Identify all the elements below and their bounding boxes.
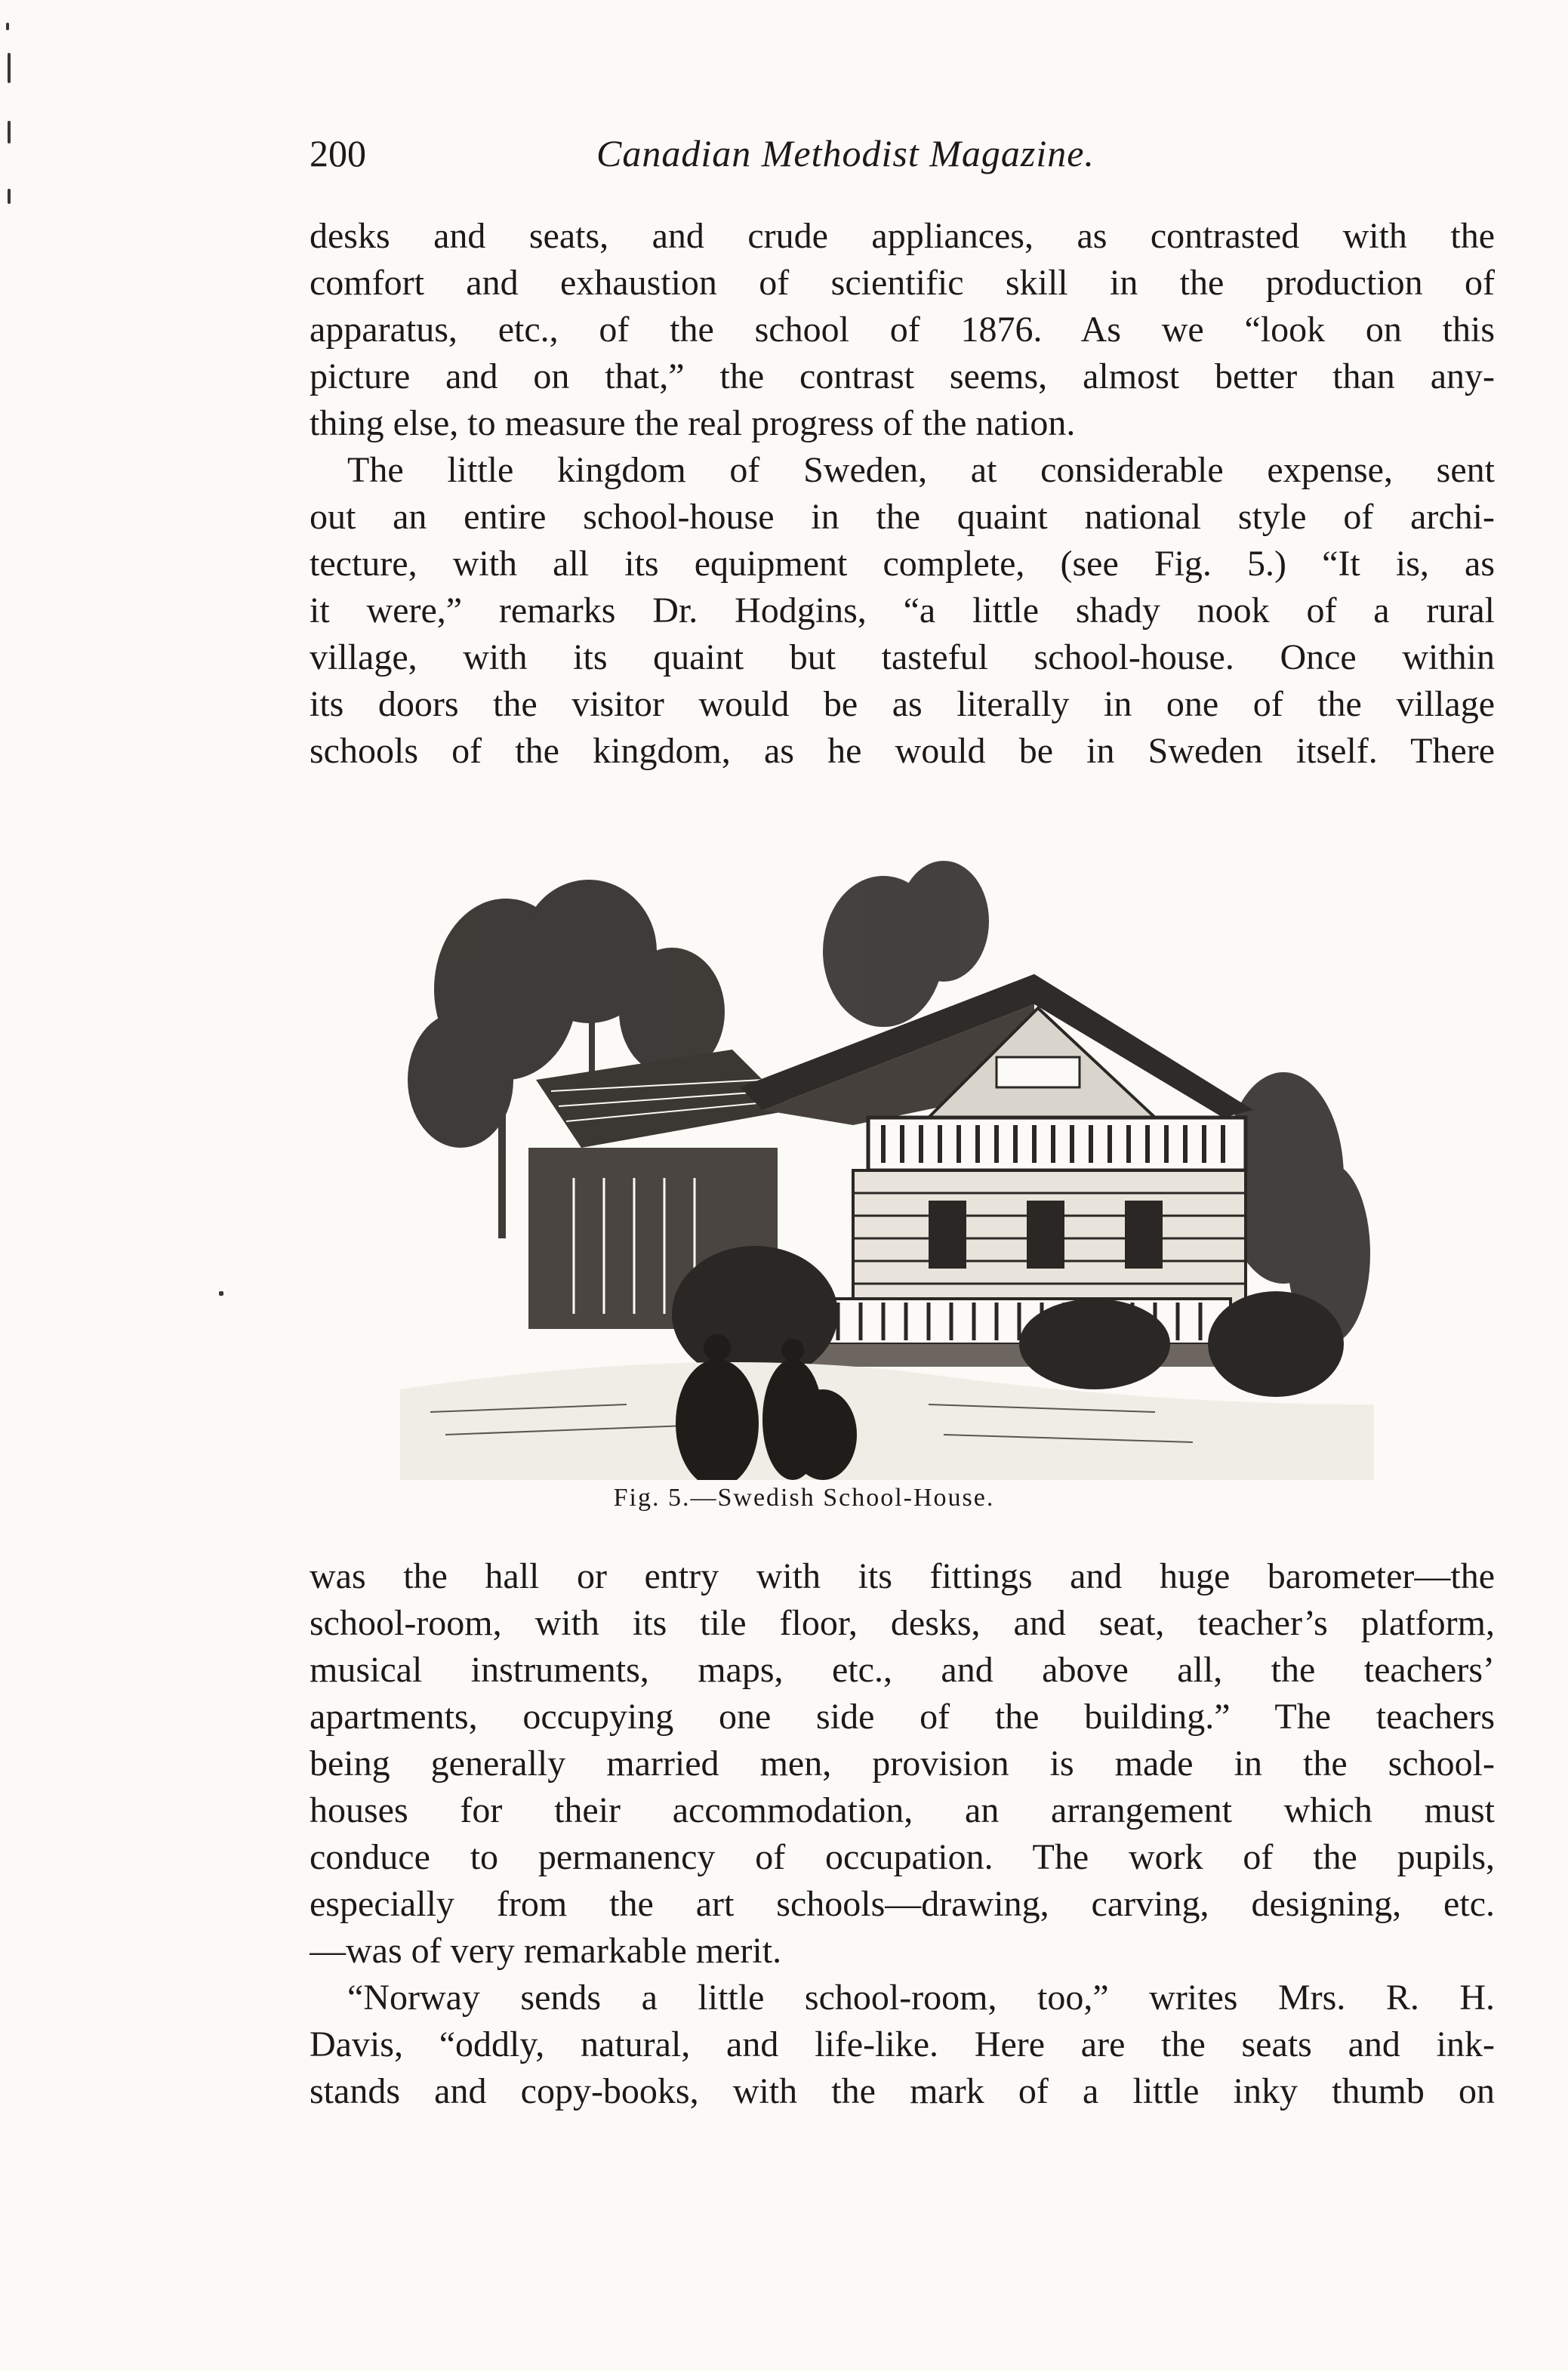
text-line: it were,” remarks Dr. Hodgins, “a little shady nook of a rural xyxy=(310,590,1495,631)
text-line: houses for their accommodation, an arrangement which must xyxy=(310,1790,1495,1830)
text-line: desks and seats, and crude appliances, as contrasted with the xyxy=(310,216,1495,256)
running-title: Canadian Methodist Magazine. xyxy=(596,132,1095,174)
text-line: thing else, to measure the real progress of the nation. xyxy=(310,403,1076,443)
text-line: out an entire school-house in the quaint national style of archi- xyxy=(310,497,1495,537)
text-line: stands and copy-books, with the mark of a little inky thumb on xyxy=(310,2071,1495,2111)
school-house-engraving xyxy=(400,861,1374,1480)
page-header xyxy=(310,127,1502,180)
text-line: especially from the art schools—drawing, carving, designing, etc. xyxy=(310,1884,1495,1924)
text-line: tecture, with all its equipment complete, (see Fig. 5.) “It is, as xyxy=(310,544,1495,584)
page-number: 200 xyxy=(310,132,366,174)
text-line: its doors the visitor would be as literally in one of the village xyxy=(310,684,1495,724)
scan-speck xyxy=(219,1291,223,1296)
figure-caption: Fig. 5.—Swedish School-House. xyxy=(613,1484,995,1512)
text-line: apartments, occupying one side of the building.” The teachers xyxy=(310,1697,1495,1737)
text-line: The little kingdom of Sweden, at considerable expense, sent xyxy=(347,450,1495,490)
text-line: school-room, with its tile floor, desks, and seat, teacher’s platform, xyxy=(310,1603,1495,1643)
text-line: musical instruments, maps, etc., and above all, the teachers’ xyxy=(310,1650,1495,1690)
scan-speck xyxy=(6,23,9,30)
text-line: Davis, “oddly, natural, and life-like. Here are the seats and ink- xyxy=(310,2024,1495,2064)
text-line: comfort and exhaustion of scientific skill in the production of xyxy=(310,263,1495,303)
text-line: apparatus, etc., of the school of 1876. As we “look on this xyxy=(310,310,1495,350)
text-line: being generally married men, provision is made in the school- xyxy=(310,1744,1495,1784)
scan-speck xyxy=(8,121,11,143)
text-line: was the hall or entry with its fittings and huge barometer—the xyxy=(310,1556,1495,1596)
text-block-top xyxy=(310,213,1495,775)
text-line: picture and on that,” the contrast seems, almost better than any- xyxy=(310,356,1495,396)
scan-speck xyxy=(8,189,11,204)
text-line: conduce to permanency of occupation. The work of the pupils, xyxy=(310,1837,1495,1877)
figure-swedish-school-house xyxy=(400,861,1374,1480)
text-line: village, with its quaint but tasteful school-house. Once within xyxy=(310,637,1495,677)
scan-speck xyxy=(8,53,11,83)
text-line: schools of the kingdom, as he would be in Sweden itself. There xyxy=(310,731,1495,771)
text-block-bottom xyxy=(310,1553,1495,2115)
text-line: “Norway sends a little school-room, too,” writes Mrs. R. H. xyxy=(347,1978,1495,2018)
text-line: —was of very remarkable merit. xyxy=(310,1931,782,1971)
